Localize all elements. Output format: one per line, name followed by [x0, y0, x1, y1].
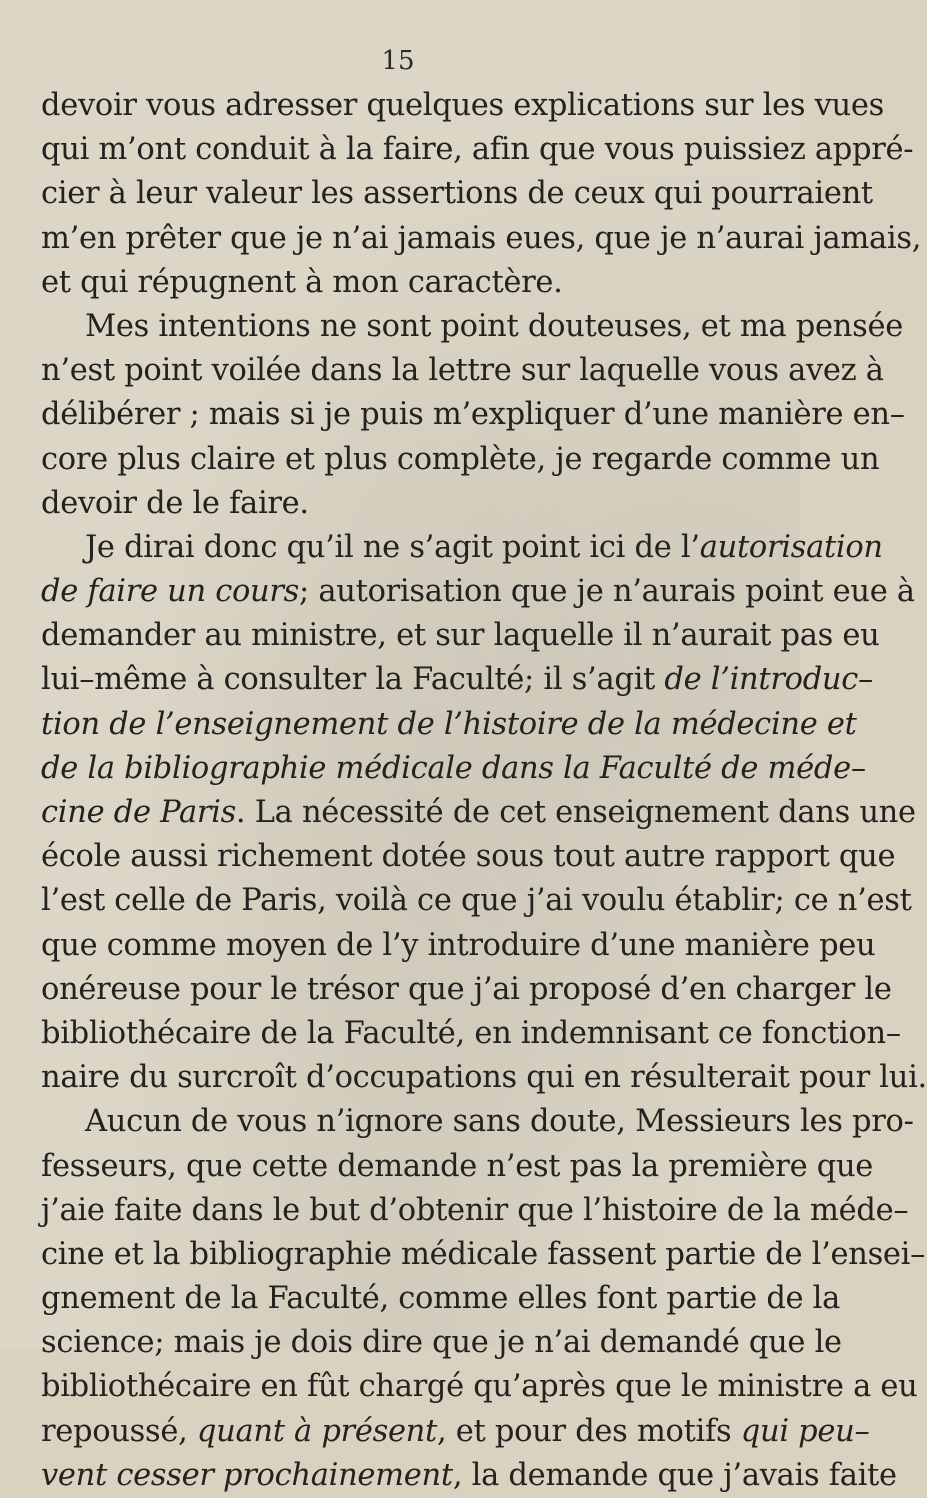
- text-line: [41, 1233, 926, 1277]
- text-line: [41, 1321, 842, 1365]
- text-line: [41, 1365, 918, 1409]
- text-segment: Je dirai donc qu’il ne s’agit point ici de l’: [85, 529, 700, 565]
- text-segment: bibliothécaire en fût chargé qu’après que le ministre a eu: [41, 1369, 918, 1405]
- text-line: [41, 658, 873, 702]
- text-segment: école aussi richement dotée sous tout autre rapport que: [41, 839, 896, 875]
- text-segment: naire du surcroît d’occupations qui en résulterait pour lui.: [41, 1060, 927, 1096]
- text-line: [41, 1012, 901, 1056]
- italic-text-segment: de l’introduc–: [664, 662, 873, 698]
- text-segment: gnement de la Faculté, comme elles font partie de la: [41, 1281, 841, 1317]
- text-segment: demander au ministre, et sur laquelle il n’aurait pas eu: [41, 618, 880, 654]
- text-segment: que comme moyen de l’y introduire d’une manière peu: [41, 927, 876, 963]
- text-segment: bibliothécaire de la Faculté, en indemnisant ce fonction–: [41, 1015, 901, 1051]
- page-number: 15: [381, 46, 415, 76]
- text-line: [41, 1454, 897, 1498]
- text-segment: qui m’ont conduit à la faire, afin que vous puissiez appré-: [41, 132, 914, 168]
- text-segment: j’aie faite dans le but d’obtenir que l’histoire de la méde–: [41, 1192, 909, 1228]
- text-segment: science; mais je dois dire que je n’ai demandé que le: [41, 1325, 842, 1361]
- text-line: [41, 1189, 909, 1233]
- italic-text-segment: cine de Paris: [41, 795, 236, 830]
- text-segment: onéreuse pour le trésor que j’ai proposé d’en charger le: [41, 971, 892, 1007]
- text-line: [41, 438, 880, 482]
- text-line: [41, 835, 896, 879]
- italic-text-segment: qui peu–: [740, 1413, 870, 1449]
- text-line: [41, 703, 857, 747]
- text-segment: m’en prêter que je n’ai jamais eues, que je n’aurai jamais,: [41, 220, 922, 256]
- text-line: [41, 349, 884, 393]
- text-line: [41, 128, 914, 172]
- text-line: [41, 393, 905, 437]
- text-segment: l’est celle de Paris, voilà ce que j’ai voulu établir; ce n’est: [41, 883, 912, 919]
- text-line: [41, 924, 876, 968]
- text-line: [41, 614, 880, 658]
- text-segment: core plus claire et plus complète, je regarde comme un: [41, 441, 880, 477]
- text-segment: , la demande que j’avais faite: [452, 1457, 897, 1493]
- text-line: [41, 968, 892, 1012]
- text-segment: fesseurs, que cette demande n’est pas la première que: [41, 1148, 874, 1184]
- text-segment: cine et la bibliographie médicale fassent partie de l’ensei–: [41, 1236, 926, 1272]
- text-line: [41, 84, 884, 128]
- text-line: [41, 879, 912, 923]
- text-line: [41, 526, 883, 570]
- body-text: [41, 84, 927, 1498]
- text-line: [41, 1100, 914, 1144]
- text-line: [41, 570, 915, 614]
- text-segment: devoir de le faire.: [41, 485, 309, 521]
- text-line: [41, 482, 769, 526]
- text-segment: et qui répugnent à mon caractère.: [41, 264, 563, 300]
- italic-text-segment: de la bibliographie médicale dans la Faculté de méde–: [41, 750, 866, 786]
- text-segment: Aucun de vous n’ignore sans doute, Messieurs les pro-: [85, 1104, 914, 1140]
- text-segment: Mes intentions ne sont point douteuses, et ma pensée: [85, 308, 903, 344]
- text-segment: cier à leur valeur les assertions de ceux qui pourraient: [41, 176, 873, 212]
- text-line: [41, 747, 866, 791]
- text-line: [41, 305, 903, 349]
- italic-text-segment: de faire un cours: [41, 574, 300, 610]
- text-line: [41, 261, 769, 305]
- text-segment: ; autorisation que je n’aurais point eue à: [299, 574, 915, 610]
- text-segment: repoussé,: [41, 1413, 197, 1449]
- text-segment: lui–même à consulter la Faculté; il s’agit: [41, 662, 665, 698]
- italic-text-segment: autorisation: [699, 529, 883, 565]
- text-segment: n’est point voilée dans la lettre sur laquelle vous avez à: [41, 353, 884, 389]
- text-line: [41, 791, 916, 835]
- text-segment: , et pour des motifs: [437, 1413, 741, 1449]
- text-line: [41, 1277, 841, 1321]
- text-segment: . La nécessité de cet enseignement dans une: [235, 795, 916, 830]
- text-line: [41, 1410, 870, 1454]
- italic-text-segment: quant à présent: [196, 1413, 437, 1449]
- italic-text-segment: vent cesser prochainement: [41, 1457, 453, 1493]
- text-line: [41, 172, 873, 216]
- text-line: [41, 217, 922, 261]
- italic-text-segment: tion de l’enseignement de l’histoire de la médecine et: [41, 706, 857, 742]
- text-segment: devoir vous adresser quelques explications sur les vues: [41, 88, 884, 123]
- text-line: [41, 1056, 927, 1100]
- text-line: [41, 1145, 874, 1189]
- text-segment: délibérer ; mais si je puis m’expliquer d’une manière en–: [41, 397, 905, 433]
